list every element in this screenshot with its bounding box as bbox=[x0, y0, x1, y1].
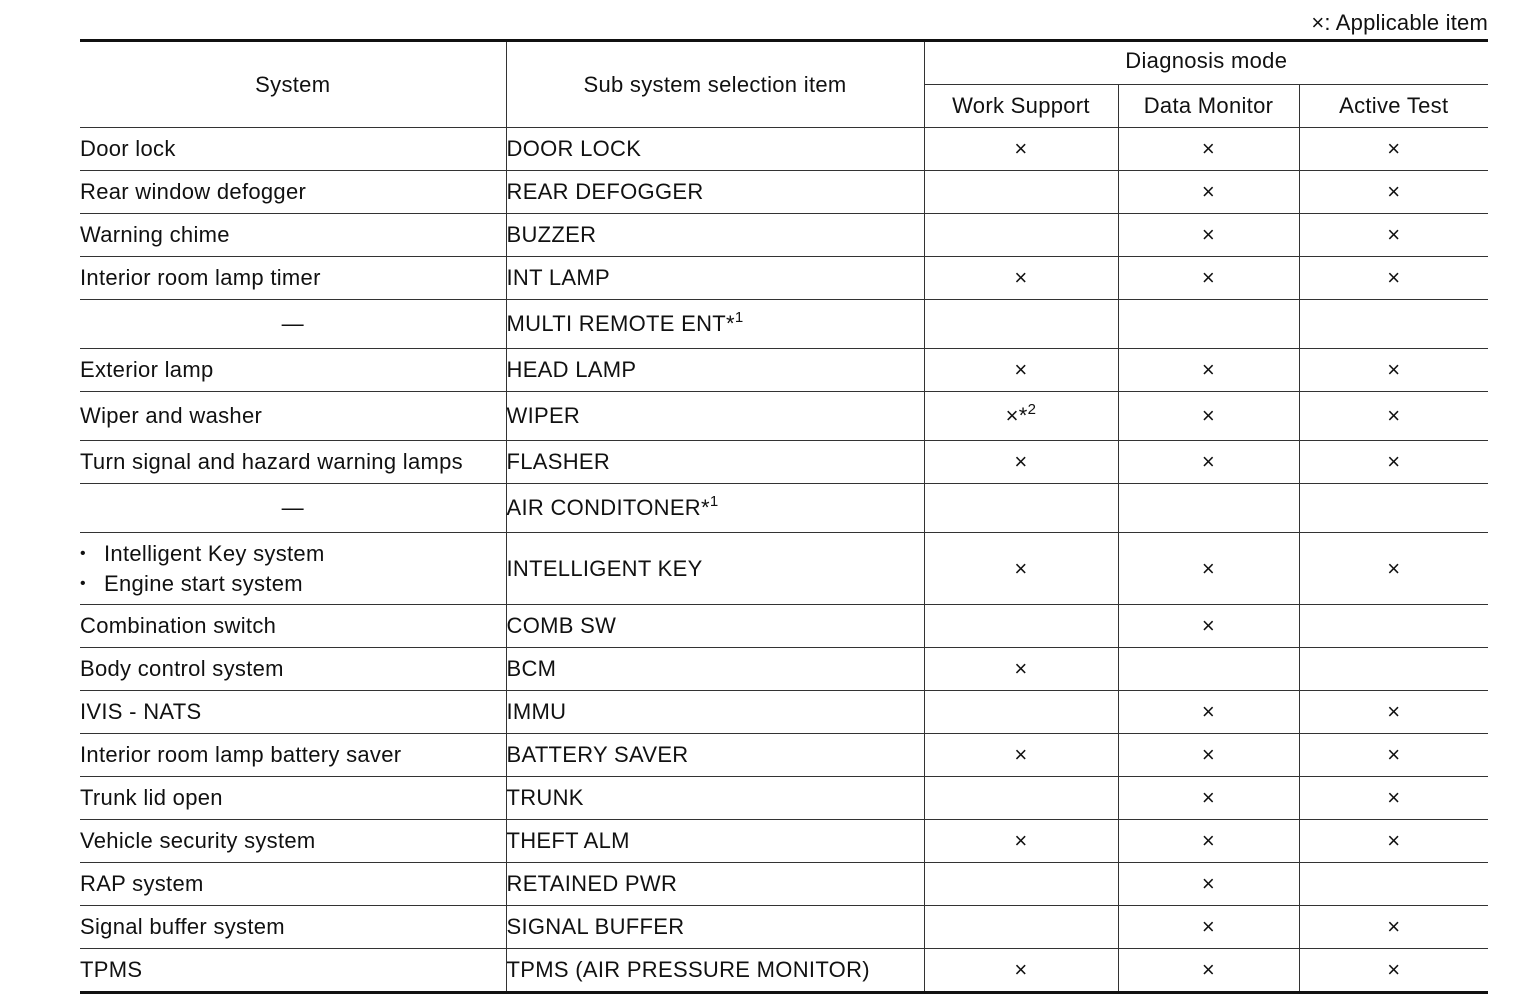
applicable-mark: × bbox=[1014, 957, 1028, 982]
applicable-mark: × bbox=[1201, 613, 1216, 638]
active-test-cell bbox=[1299, 820, 1488, 863]
sub-system-label: AIR CONDITONER* bbox=[506, 495, 710, 520]
table-row bbox=[80, 214, 1488, 257]
sub-system-cell bbox=[506, 734, 924, 777]
table-row bbox=[80, 691, 1488, 734]
data-monitor-cell bbox=[1118, 648, 1299, 691]
data-monitor-cell bbox=[1118, 484, 1299, 533]
table-row bbox=[80, 777, 1488, 820]
applicable-mark: × bbox=[1014, 136, 1028, 161]
system-cell bbox=[80, 533, 506, 605]
data-monitor-cell bbox=[1118, 820, 1299, 863]
header-sub-system: Sub system selection item bbox=[506, 41, 924, 128]
work-support-cell bbox=[924, 441, 1118, 484]
sub-system-cell bbox=[506, 441, 924, 484]
header-active-test: Active Test bbox=[1299, 85, 1488, 128]
system-cell: Rear window defogger bbox=[80, 171, 506, 214]
data-monitor-cell bbox=[1118, 349, 1299, 392]
applicable-mark: × bbox=[1387, 136, 1401, 161]
work-support-cell bbox=[924, 605, 1118, 648]
table-row bbox=[80, 392, 1488, 441]
sub-system-label: THEFT ALM bbox=[506, 828, 630, 853]
applicable-mark: × bbox=[1014, 265, 1028, 290]
data-monitor-cell bbox=[1118, 691, 1299, 734]
table-row bbox=[80, 484, 1488, 533]
active-test-cell bbox=[1299, 392, 1488, 441]
table-row bbox=[80, 349, 1488, 392]
applicable-mark: × bbox=[1201, 699, 1216, 724]
data-monitor-cell bbox=[1118, 300, 1299, 349]
sub-system-label: COMB SW bbox=[506, 613, 617, 638]
applicable-mark: × bbox=[1387, 403, 1401, 428]
system-cell: Exterior lamp bbox=[80, 349, 506, 392]
system-cell: IVIS - NATS bbox=[80, 691, 506, 734]
work-support-cell bbox=[924, 533, 1118, 605]
applicable-mark: × bbox=[1387, 785, 1401, 810]
sub-system-cell bbox=[506, 863, 924, 906]
system-cell: Signal buffer system bbox=[80, 906, 506, 949]
table-row bbox=[80, 820, 1488, 863]
active-test-cell bbox=[1299, 605, 1488, 648]
applicable-mark: × bbox=[1201, 179, 1216, 204]
footnote-marker: 2 bbox=[1027, 401, 1037, 418]
work-support-cell bbox=[924, 257, 1118, 300]
system-cell: Wiper and washer bbox=[80, 392, 506, 441]
system-cell: Combination switch bbox=[80, 605, 506, 648]
applicable-mark: × bbox=[1387, 179, 1401, 204]
sub-system-cell bbox=[506, 691, 924, 734]
applicable-mark: × bbox=[1201, 265, 1216, 290]
applicable-mark: × bbox=[1014, 449, 1028, 474]
system-cell: Warning chime bbox=[80, 214, 506, 257]
header-diagnosis-mode: Diagnosis mode bbox=[924, 41, 1488, 85]
data-monitor-cell bbox=[1118, 777, 1299, 820]
sub-system-label: IMMU bbox=[506, 699, 567, 724]
sub-system-cell bbox=[506, 484, 924, 533]
active-test-cell bbox=[1299, 533, 1488, 605]
work-support-cell bbox=[924, 214, 1118, 257]
header-system: System bbox=[80, 41, 506, 128]
system-cell: — bbox=[80, 300, 506, 349]
active-test-cell bbox=[1299, 128, 1488, 171]
table-header bbox=[80, 41, 1488, 128]
applicable-mark: × bbox=[1014, 828, 1028, 853]
active-test-cell bbox=[1299, 691, 1488, 734]
footnote-marker: 1 bbox=[709, 493, 719, 510]
active-test-cell bbox=[1299, 300, 1488, 349]
sub-system-label: REAR DEFOGGER bbox=[506, 179, 704, 204]
sub-system-label: HEAD LAMP bbox=[506, 357, 637, 382]
work-support-cell bbox=[924, 691, 1118, 734]
system-cell: Door lock bbox=[80, 128, 506, 171]
applicable-mark: ×* bbox=[1005, 403, 1028, 428]
sub-system-label: SIGNAL BUFFER bbox=[506, 914, 685, 939]
active-test-cell bbox=[1299, 441, 1488, 484]
applicable-mark: × bbox=[1201, 357, 1216, 382]
sub-system-label: MULTI REMOTE ENT* bbox=[506, 311, 735, 336]
data-monitor-cell bbox=[1118, 949, 1299, 993]
system-cell: Trunk lid open bbox=[80, 777, 506, 820]
applicable-mark: × bbox=[1201, 136, 1216, 161]
system-bullet-list bbox=[80, 539, 506, 599]
applicable-mark: × bbox=[1201, 403, 1216, 428]
diagnosis-mode-table bbox=[80, 39, 1488, 994]
applicable-mark: × bbox=[1201, 742, 1216, 767]
work-support-cell bbox=[924, 484, 1118, 533]
applicable-mark: × bbox=[1014, 357, 1028, 382]
applicable-mark: × bbox=[1201, 449, 1216, 474]
work-support-cell bbox=[924, 300, 1118, 349]
work-support-cell bbox=[924, 171, 1118, 214]
applicable-mark: × bbox=[1201, 871, 1216, 896]
applicable-mark: × bbox=[1201, 555, 1216, 581]
data-monitor-cell bbox=[1118, 214, 1299, 257]
header-work-support: Work Support bbox=[924, 85, 1118, 128]
table-row bbox=[80, 533, 1488, 605]
data-monitor-cell bbox=[1118, 863, 1299, 906]
sub-system-cell bbox=[506, 820, 924, 863]
applicable-mark: × bbox=[1387, 914, 1401, 939]
work-support-cell bbox=[924, 392, 1118, 441]
applicable-mark: × bbox=[1201, 914, 1216, 939]
sub-system-label: INT LAMP bbox=[506, 265, 610, 290]
applicable-item-legend: ×: Applicable item bbox=[1311, 10, 1488, 35]
table-row bbox=[80, 906, 1488, 949]
applicable-mark: × bbox=[1014, 742, 1028, 767]
applicable-mark: × bbox=[1387, 449, 1401, 474]
work-support-cell bbox=[924, 949, 1118, 993]
applicable-mark: × bbox=[1387, 222, 1401, 247]
sub-system-label: RETAINED PWR bbox=[506, 871, 678, 896]
table-row bbox=[80, 734, 1488, 777]
applicable-mark: × bbox=[1201, 785, 1216, 810]
table-row bbox=[80, 949, 1488, 993]
system-cell: — bbox=[80, 484, 506, 533]
system-bullet-item: • Engine start system bbox=[80, 569, 506, 599]
applicable-mark: × bbox=[1387, 742, 1401, 767]
work-support-cell bbox=[924, 648, 1118, 691]
sub-system-cell bbox=[506, 648, 924, 691]
footnote-marker: 1 bbox=[734, 309, 744, 326]
data-monitor-cell bbox=[1118, 171, 1299, 214]
applicable-mark: × bbox=[1387, 555, 1401, 581]
applicable-mark: × bbox=[1201, 957, 1216, 982]
sub-system-label: INTELLIGENT KEY bbox=[506, 555, 703, 581]
applicable-mark: × bbox=[1014, 656, 1028, 681]
sub-system-cell bbox=[506, 257, 924, 300]
active-test-cell bbox=[1299, 648, 1488, 691]
system-cell: TPMS bbox=[80, 949, 506, 993]
table-body bbox=[80, 128, 1488, 993]
system-cell: Interior room lamp battery saver bbox=[80, 734, 506, 777]
sub-system-label: TPMS (AIR PRESSURE MONITOR) bbox=[506, 957, 870, 982]
data-monitor-cell bbox=[1118, 257, 1299, 300]
active-test-cell bbox=[1299, 949, 1488, 993]
applicable-mark: × bbox=[1201, 222, 1216, 247]
data-monitor-cell bbox=[1118, 128, 1299, 171]
sub-system-cell bbox=[506, 349, 924, 392]
sub-system-cell bbox=[506, 214, 924, 257]
sub-system-label: WIPER bbox=[506, 403, 581, 428]
system-bullet-item: • Intelligent Key system bbox=[80, 539, 506, 569]
table-row bbox=[80, 441, 1488, 484]
system-cell: RAP system bbox=[80, 863, 506, 906]
data-monitor-cell bbox=[1118, 533, 1299, 605]
sub-system-cell bbox=[506, 949, 924, 993]
sub-system-cell bbox=[506, 128, 924, 171]
work-support-cell bbox=[924, 863, 1118, 906]
active-test-cell bbox=[1299, 863, 1488, 906]
sub-system-cell bbox=[506, 300, 924, 349]
table-row bbox=[80, 257, 1488, 300]
sub-system-cell bbox=[506, 906, 924, 949]
system-cell: Interior room lamp timer bbox=[80, 257, 506, 300]
active-test-cell bbox=[1299, 906, 1488, 949]
active-test-cell bbox=[1299, 349, 1488, 392]
sub-system-cell bbox=[506, 605, 924, 648]
active-test-cell bbox=[1299, 734, 1488, 777]
data-monitor-cell bbox=[1118, 734, 1299, 777]
sub-system-label: DOOR LOCK bbox=[506, 136, 642, 161]
system-cell: Vehicle security system bbox=[80, 820, 506, 863]
applicable-mark: × bbox=[1387, 828, 1401, 853]
system-cell: Turn signal and hazard warning lamps bbox=[80, 441, 506, 484]
work-support-cell bbox=[924, 820, 1118, 863]
work-support-cell bbox=[924, 906, 1118, 949]
sub-system-cell bbox=[506, 171, 924, 214]
table-row bbox=[80, 128, 1488, 171]
applicable-mark: × bbox=[1387, 699, 1401, 724]
header-data-monitor: Data Monitor bbox=[1118, 85, 1299, 128]
sub-system-cell bbox=[506, 777, 924, 820]
sub-system-cell bbox=[506, 533, 924, 605]
applicable-mark: × bbox=[1201, 828, 1216, 853]
applicable-mark: × bbox=[1387, 957, 1401, 982]
applicable-mark: × bbox=[1387, 357, 1401, 382]
sub-system-label: TRUNK bbox=[506, 785, 584, 810]
table-row bbox=[80, 605, 1488, 648]
work-support-cell bbox=[924, 128, 1118, 171]
data-monitor-cell bbox=[1118, 906, 1299, 949]
table-row bbox=[80, 300, 1488, 349]
active-test-cell bbox=[1299, 257, 1488, 300]
table-row bbox=[80, 648, 1488, 691]
system-cell: Body control system bbox=[80, 648, 506, 691]
table-row bbox=[80, 863, 1488, 906]
sub-system-cell bbox=[506, 392, 924, 441]
sub-system-label: BCM bbox=[506, 656, 557, 681]
work-support-cell bbox=[924, 734, 1118, 777]
applicable-mark: × bbox=[1387, 265, 1401, 290]
applicable-mark: × bbox=[1014, 555, 1028, 581]
active-test-cell bbox=[1299, 777, 1488, 820]
sub-system-label: FLASHER bbox=[506, 449, 611, 474]
data-monitor-cell bbox=[1118, 392, 1299, 441]
sub-system-label: BUZZER bbox=[506, 222, 597, 247]
sub-system-label: BATTERY SAVER bbox=[506, 742, 689, 767]
active-test-cell bbox=[1299, 214, 1488, 257]
active-test-cell bbox=[1299, 484, 1488, 533]
data-monitor-cell bbox=[1118, 441, 1299, 484]
active-test-cell bbox=[1299, 171, 1488, 214]
table-row bbox=[80, 171, 1488, 214]
work-support-cell bbox=[924, 777, 1118, 820]
data-monitor-cell bbox=[1118, 605, 1299, 648]
work-support-cell bbox=[924, 349, 1118, 392]
